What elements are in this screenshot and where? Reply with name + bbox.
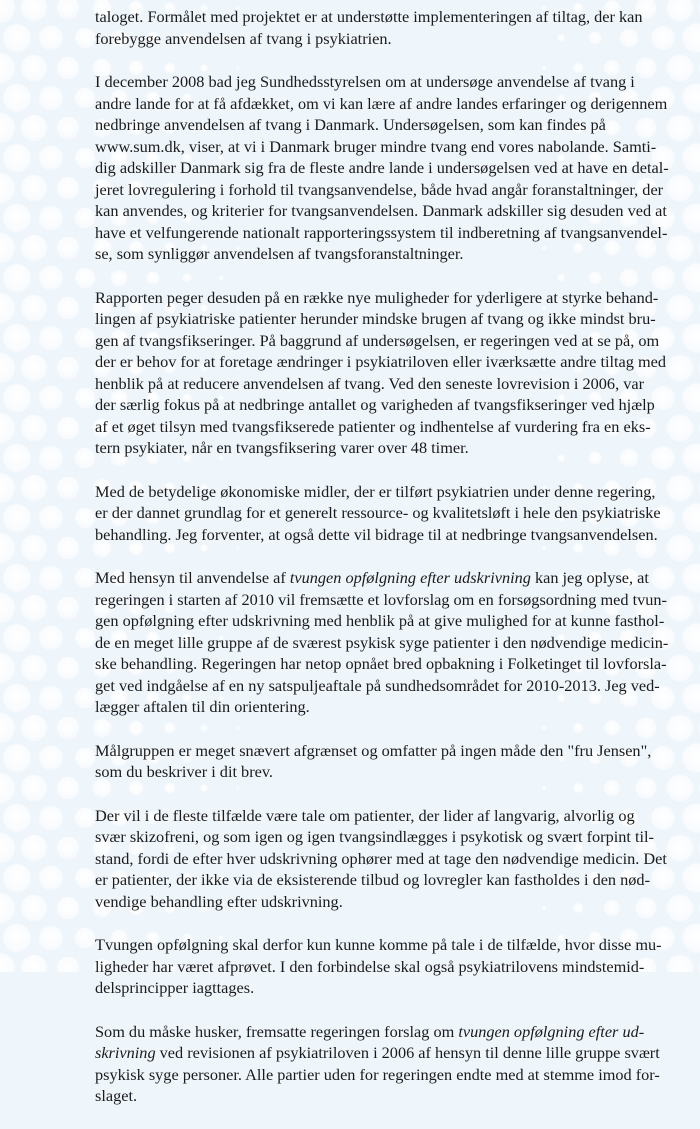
italic-text-segment: tvungen opfølgning efter ud- bbox=[458, 1021, 645, 1041]
background-dot bbox=[0, 713, 15, 743]
background-dot bbox=[3, 84, 31, 112]
text-line bbox=[95, 481, 655, 503]
text-segment: stand, fordi de efter hver udskrivning ophører med at tage den nødvendige medicin. Det bbox=[95, 848, 667, 868]
background-dot bbox=[39, 86, 63, 110]
text-segment: Med de betydelige økonomiske midler, der er tilført psykiatrien under denne regering, bbox=[95, 481, 656, 501]
background-dot bbox=[682, 623, 700, 653]
text-line bbox=[95, 157, 669, 179]
background-dot bbox=[3, 924, 31, 952]
background-dot bbox=[0, 293, 15, 323]
background-dot bbox=[667, 475, 694, 502]
text-segment: Rapporten peger desuden på en række nye muligheder for yderligere at styrke behand- bbox=[95, 287, 659, 307]
background-dot bbox=[39, 626, 63, 650]
text-segment: Tvungen opfølgning skal derfor kun kunne komme på tale i de tilfælde, hvor disse mu- bbox=[95, 935, 662, 954]
background-dot bbox=[3, 444, 31, 472]
text-segment: vendige behandling efter udskrivning. bbox=[95, 891, 343, 911]
text-line bbox=[95, 977, 655, 999]
text-line bbox=[95, 567, 655, 589]
text-segment: forebygge anvendelsen af tvang i psykiatrien. bbox=[95, 28, 392, 48]
background-dot bbox=[3, 864, 31, 892]
text-line bbox=[95, 222, 668, 244]
background-dot bbox=[682, 143, 700, 173]
text-line bbox=[95, 28, 655, 50]
background-dot bbox=[57, 417, 79, 439]
background-dot bbox=[57, 177, 79, 199]
text-segment: lingen af psykiatriske patienter herunder mindske brugen af tvang og ikke mindst bru- bbox=[95, 309, 656, 328]
background-dot bbox=[667, 595, 694, 622]
text-segment: slaget. bbox=[95, 1086, 138, 1105]
background-dot bbox=[0, 53, 15, 83]
italic-text-segment: tvungen opfølgning efter udskrivning bbox=[289, 568, 531, 587]
text-segment: lægger aftalen til din orientering. bbox=[95, 697, 310, 716]
background-dot bbox=[3, 324, 31, 352]
background-dot bbox=[667, 415, 694, 442]
text-segment: andre lande for at få afdækket, om vi kan lære af andre landes erfaringer og derigennem bbox=[95, 93, 668, 113]
background-dot bbox=[667, 0, 694, 21]
background-dot bbox=[682, 323, 700, 353]
text-line bbox=[95, 394, 655, 416]
background-dot bbox=[3, 24, 31, 52]
background-dot bbox=[667, 535, 694, 562]
background-dot bbox=[39, 326, 63, 350]
background-dot bbox=[682, 923, 700, 953]
text-line bbox=[95, 308, 655, 330]
background-dot bbox=[0, 953, 15, 972]
background-dot bbox=[39, 26, 63, 50]
background-dot bbox=[667, 775, 694, 802]
background-dot bbox=[3, 264, 31, 292]
background-dot bbox=[3, 624, 31, 652]
background-dot bbox=[57, 357, 79, 379]
background-dot bbox=[682, 383, 700, 413]
text-segment: som du beskriver i dit brev. bbox=[95, 762, 274, 781]
background-dot bbox=[75, 808, 95, 828]
text-segment: Der vil i de fleste tilfælde være tale om patienter, der lider af langvarig, alvorlig og bbox=[95, 805, 635, 825]
text-line bbox=[95, 437, 655, 459]
background-dot bbox=[0, 233, 15, 263]
background-dot bbox=[682, 683, 700, 713]
text-line bbox=[95, 330, 660, 352]
background-dot bbox=[39, 866, 63, 890]
text-segment: Målgruppen er meget snævert afgrænset og omfatter på ingen måde den "fru Jensen", bbox=[95, 740, 652, 760]
background-dot bbox=[75, 688, 95, 708]
text-line bbox=[95, 848, 667, 870]
background-dot bbox=[0, 413, 15, 443]
letter-paragraph bbox=[95, 287, 667, 459]
text-line bbox=[95, 1085, 655, 1107]
background-dot bbox=[75, 328, 95, 348]
background-dot bbox=[3, 504, 31, 532]
background-dot bbox=[0, 593, 15, 623]
background-dot bbox=[3, 744, 31, 772]
background-dot bbox=[75, 88, 95, 108]
text-segment: kan jeg oplyse, at bbox=[530, 568, 649, 587]
background-dot bbox=[3, 204, 31, 232]
text-segment: se, som synliggør anvendelsen af tvangsforanstaltninger. bbox=[95, 244, 464, 263]
text-segment: de en meget lille gruppe af de sværest psykisk syge patienter i den nødvendige medicin- bbox=[95, 632, 669, 652]
background-dot bbox=[21, 715, 47, 741]
background-dot bbox=[39, 566, 63, 590]
background-dot bbox=[75, 208, 95, 228]
background-dot bbox=[0, 113, 15, 143]
background-dot bbox=[57, 477, 79, 499]
text-segment: www.sum.dk, viser, at vi i Danmark bruger mindre tvang end vores nabolande. Samti- bbox=[95, 136, 657, 156]
text-line bbox=[95, 675, 660, 697]
text-segment: er der dannet grundlag for et generelt ressource- og kvalitetsløft i hele den psykiatriske bbox=[95, 503, 661, 522]
background-dot bbox=[0, 773, 15, 803]
background-dot bbox=[667, 175, 694, 202]
text-line bbox=[95, 6, 655, 28]
text-segment: psykisk syge personer. Alle partier uden for regeringen endte med at stemme imod for- bbox=[95, 1064, 660, 1084]
background-dot bbox=[57, 957, 79, 972]
text-line bbox=[95, 524, 658, 546]
background-dot bbox=[682, 263, 700, 293]
text-segment: ske behandling. Regeringen har netop opnået bred opbakning i Folketinget til lovforsla- bbox=[95, 654, 667, 673]
background-dot bbox=[21, 595, 47, 621]
text-line bbox=[95, 287, 659, 309]
background-dot bbox=[57, 837, 79, 859]
text-segment: ved revisionen af psykiatriloven i 2006 af hensyn til denne lille gruppe svært bbox=[155, 1043, 660, 1062]
background-dot bbox=[682, 563, 700, 593]
background-dot bbox=[667, 55, 694, 82]
background-dot bbox=[39, 506, 63, 530]
background-dot bbox=[57, 597, 79, 619]
background-dot bbox=[21, 55, 47, 81]
background-dot bbox=[21, 415, 47, 441]
text-segment: gen af tvangsfikseringer. På baggrund af undersøgelsen, er regeringen ved at se på, om bbox=[95, 330, 660, 350]
text-line bbox=[95, 805, 655, 827]
background-dot bbox=[682, 83, 700, 113]
background-dot bbox=[75, 508, 95, 528]
background-dot bbox=[667, 115, 694, 142]
background-dot bbox=[682, 503, 700, 533]
background-dot bbox=[57, 657, 79, 679]
text-line bbox=[95, 373, 655, 395]
background-dot bbox=[57, 57, 79, 79]
background-dot bbox=[3, 804, 31, 832]
text-line bbox=[95, 956, 655, 978]
text-segment: kan anvendes, og kriterier for tvangsanvendelsen. Danmark adskiller sig desuden ved at bbox=[95, 201, 667, 220]
text-line bbox=[95, 1021, 655, 1043]
background-dot bbox=[57, 537, 79, 559]
text-segment: taloget. Formålet med projektet er at understøtte implementeringen af tiltag, der kan bbox=[95, 7, 643, 26]
background-dot bbox=[21, 235, 47, 261]
background-dot bbox=[75, 148, 95, 168]
letter-body bbox=[95, 0, 669, 1129]
background-dot bbox=[57, 297, 79, 319]
background-dot bbox=[39, 386, 63, 410]
text-line bbox=[95, 826, 655, 848]
text-line bbox=[95, 610, 665, 632]
text-line bbox=[95, 589, 667, 611]
background-dot bbox=[667, 715, 694, 742]
background-dot bbox=[682, 443, 700, 473]
letter-paragraph bbox=[95, 6, 655, 49]
background-dot bbox=[39, 446, 63, 470]
text-segment: dig adskiller Danmark sig fra de fleste andre lande i undersøgelsen ved at have en detal- bbox=[95, 158, 669, 177]
background-dot bbox=[0, 0, 15, 23]
text-line bbox=[95, 136, 655, 158]
background-dot bbox=[0, 893, 15, 923]
background-dot bbox=[21, 775, 47, 801]
text-segment: get ved indgåelse af en ny satspuljeaftale på sundhedsområdet for 2010-2013. Jeg ved- bbox=[95, 675, 660, 695]
background-dot bbox=[21, 955, 47, 972]
background-dot bbox=[39, 266, 63, 290]
italic-text-segment: skrivning bbox=[95, 1043, 156, 1062]
background-dot bbox=[667, 835, 694, 862]
text-line bbox=[95, 934, 662, 956]
background-dot bbox=[75, 868, 95, 888]
text-segment: Som du måske husker, fremsatte regeringen forslag om bbox=[95, 1021, 459, 1041]
background-dot bbox=[3, 144, 31, 172]
text-line bbox=[95, 243, 655, 265]
background-dot bbox=[682, 863, 700, 893]
background-dot bbox=[21, 355, 47, 381]
letter-paragraph bbox=[95, 71, 669, 265]
background-dot bbox=[75, 568, 95, 588]
letter-paragraph bbox=[95, 1021, 660, 1107]
background-dot bbox=[75, 28, 95, 48]
background-dot bbox=[39, 926, 63, 950]
text-line bbox=[95, 416, 655, 438]
background-dot bbox=[39, 806, 63, 830]
background-dot bbox=[0, 653, 15, 683]
background-dot bbox=[667, 895, 694, 922]
background-dot bbox=[75, 448, 95, 468]
letter-paragraph bbox=[95, 481, 661, 546]
text-segment: tern psykiater, når en tvangsfiksering varer over 48 timer. bbox=[95, 438, 469, 457]
background-dot bbox=[667, 355, 694, 382]
background-dot bbox=[57, 237, 79, 259]
background-dot bbox=[39, 686, 63, 710]
background-dot bbox=[75, 388, 95, 408]
text-line bbox=[95, 502, 661, 524]
background-dot bbox=[667, 655, 694, 682]
text-line bbox=[95, 179, 664, 201]
text-line bbox=[95, 891, 655, 913]
background-dot bbox=[21, 835, 47, 861]
text-segment: gen opfølgning efter udskrivning med henblik på at give mulighed for at kunne fasthol- bbox=[95, 611, 665, 630]
letter-paragraph bbox=[95, 567, 669, 718]
background-dot bbox=[682, 23, 700, 53]
text-segment: regeringen i starten af 2010 vil fremsætte et lovforslag om en forsøgsordning med tvun- bbox=[95, 589, 667, 609]
text-segment: af et øget tilsyn med tvangsfikserede patienter og indhentelse af vurdering fra en eks- bbox=[95, 416, 651, 436]
background-dot bbox=[39, 146, 63, 170]
background-dot bbox=[75, 628, 95, 648]
background-dot bbox=[21, 535, 47, 561]
text-segment: behandling. Jeg forventer, at også dette vil bidrage til at nedbringe tvangsanvendelsen. bbox=[95, 524, 658, 544]
background-dot bbox=[682, 803, 700, 833]
background-dot bbox=[75, 748, 95, 768]
background-dot bbox=[21, 295, 47, 321]
text-segment: I december 2008 bad jeg Sundhedsstyrelsen om at undersøge anvendelse af tvang i bbox=[95, 72, 635, 91]
text-line bbox=[95, 740, 655, 762]
background-dot bbox=[667, 955, 694, 972]
text-segment: ligheder har været afprøvet. I den forbindelse skal også psykiatrilovens mindstemid- bbox=[95, 956, 645, 976]
background-dot bbox=[3, 564, 31, 592]
background-dot bbox=[3, 384, 31, 412]
text-segment: der er behov for at foretage ændringer i psykiatriloven eller iværksætte andre tiltag med bbox=[95, 352, 667, 371]
background-dot bbox=[682, 203, 700, 233]
text-line bbox=[95, 1042, 660, 1064]
background-dot bbox=[667, 295, 694, 322]
background-dot bbox=[0, 833, 15, 863]
background-dot bbox=[39, 206, 63, 230]
text-line bbox=[95, 632, 669, 654]
background-dot bbox=[21, 0, 47, 21]
text-line bbox=[95, 761, 655, 783]
text-line bbox=[95, 93, 668, 115]
letter-paragraph bbox=[95, 934, 662, 999]
text-line bbox=[95, 71, 655, 93]
background-dot bbox=[682, 743, 700, 773]
text-line bbox=[95, 114, 655, 136]
letter-paragraph bbox=[95, 805, 667, 913]
text-line bbox=[95, 1064, 660, 1086]
text-segment: henblik på at reducere anvendelsen af tvang. Ved den seneste lovrevision i 2006, var bbox=[95, 373, 645, 393]
text-segment: delsprincipper iagttages. bbox=[95, 978, 255, 997]
background-dot bbox=[0, 173, 15, 203]
letter-paragraph bbox=[95, 740, 655, 783]
text-segment: nedbringe anvendelsen af tvang i Danmark. Undersøgelsen, som kan findes på bbox=[95, 115, 606, 134]
text-segment: have et velfungerende nationalt rapporteringssystem til indberetning af tvangsanvendel- bbox=[95, 222, 668, 242]
background-dot bbox=[0, 533, 15, 563]
text-segment: svær skizofreni, og som igen og igen tvangsindlægges i psykotisk og svært forpint til- bbox=[95, 827, 654, 846]
background-dot bbox=[39, 746, 63, 770]
background-dot bbox=[21, 115, 47, 141]
background-dot bbox=[667, 235, 694, 262]
background-dot bbox=[3, 684, 31, 712]
background-dot bbox=[75, 928, 95, 948]
text-segment: Med hensyn til anvendelse af bbox=[95, 568, 290, 587]
text-segment: der særlig fokus på at nedbringe antallet og varigheden af tvangsfikseringer ved hjælp bbox=[95, 395, 655, 414]
background-dot bbox=[0, 353, 15, 383]
background-dot bbox=[21, 655, 47, 681]
background-dot bbox=[75, 268, 95, 288]
background-dot bbox=[57, 117, 79, 139]
background-dot bbox=[57, 897, 79, 919]
text-line bbox=[95, 200, 667, 222]
background-dot bbox=[0, 473, 15, 503]
background-dot bbox=[57, 0, 79, 19]
background-dot bbox=[57, 777, 79, 799]
text-line bbox=[95, 696, 655, 718]
background-dot bbox=[21, 895, 47, 921]
text-line bbox=[95, 869, 655, 891]
text-segment: jeret lovregulering i forhold til tvangsanvendelse, både hvad angår foranstaltninger, der bbox=[95, 179, 664, 199]
background-dot bbox=[21, 475, 47, 501]
text-segment: er patienter, der ikke via de eksisterende tilbud og lovregler kan fastholdes i den nød- bbox=[95, 870, 650, 889]
text-line bbox=[95, 653, 667, 675]
text-line bbox=[95, 351, 667, 373]
background-dot bbox=[57, 717, 79, 739]
background-dot bbox=[21, 175, 47, 201]
